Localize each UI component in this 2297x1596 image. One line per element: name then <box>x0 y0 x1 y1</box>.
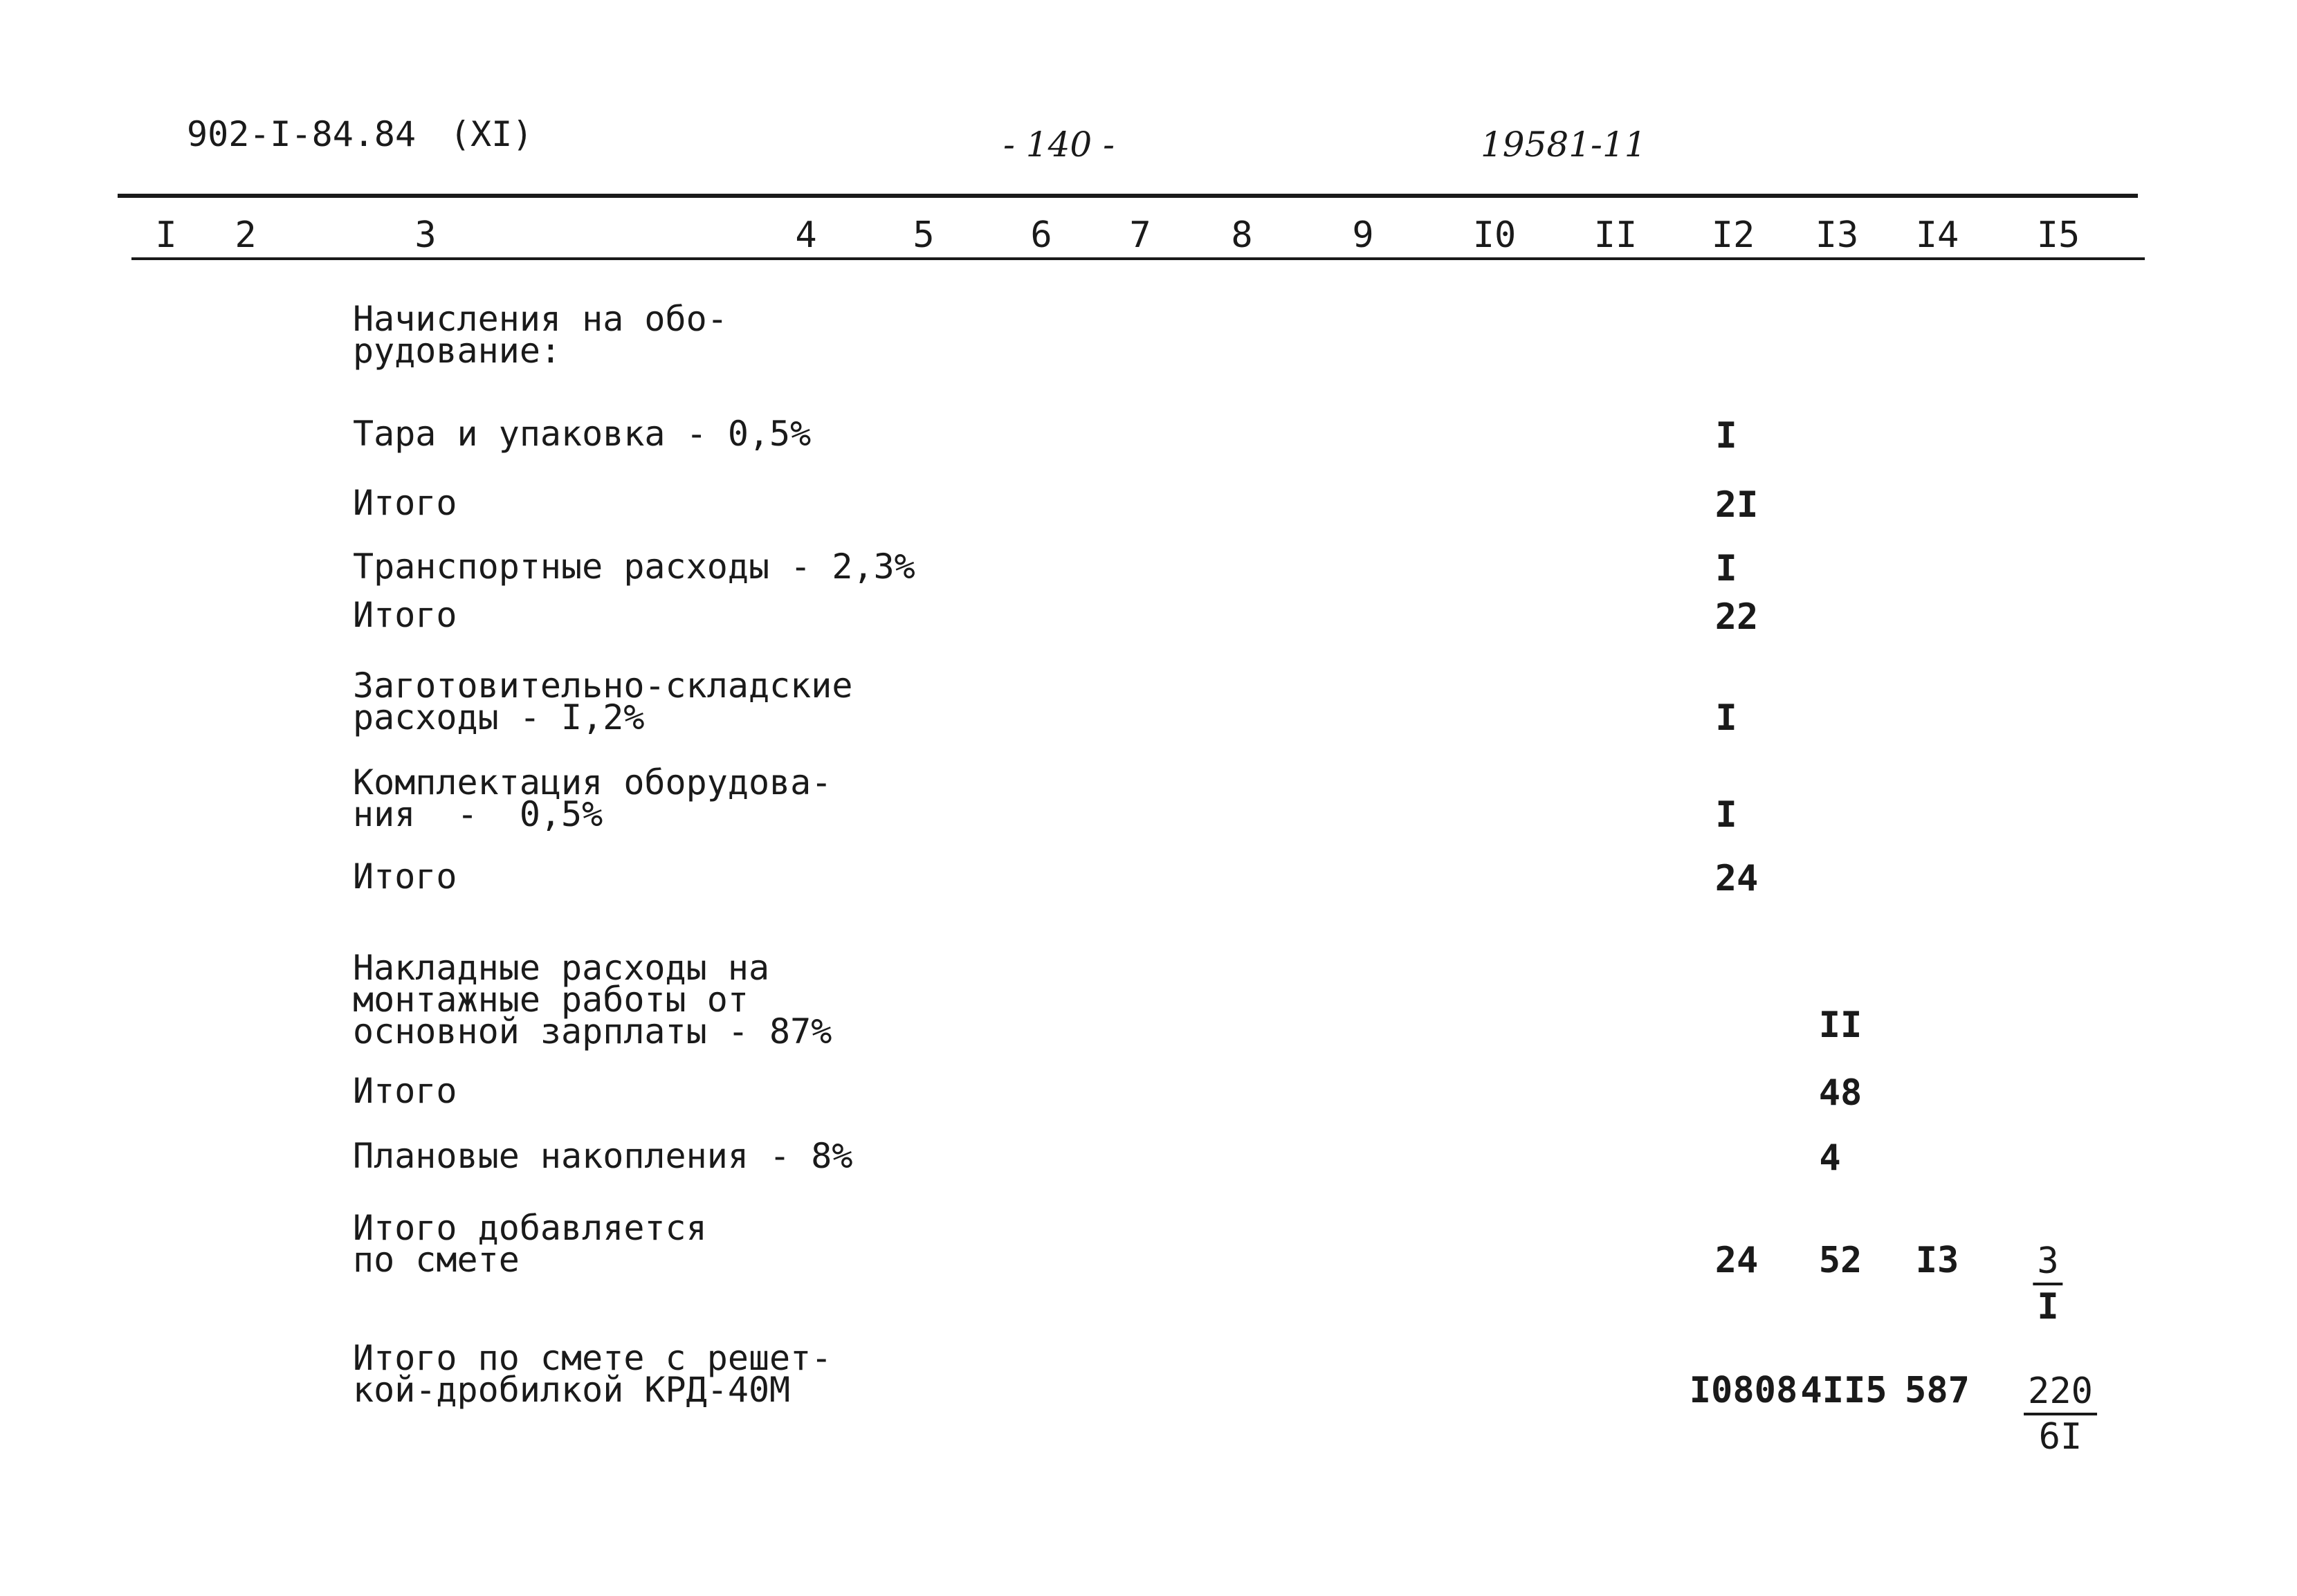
row-description: Итого <box>353 856 457 897</box>
row-description: Итого <box>353 1071 457 1111</box>
page-number: - 140 - <box>1003 125 1115 165</box>
col12-value: 24 <box>1714 1240 1759 1281</box>
row-description: Заготовительно-складские расходы - I,2% <box>353 666 853 737</box>
col13-value: 4II5 <box>1800 1370 1887 1411</box>
document-code: 902-I-84.84 <box>187 114 417 154</box>
column-number: I4 <box>1915 214 1959 256</box>
col12-value: I0808 <box>1689 1370 1798 1411</box>
row-description: Комплектация оборудова- ния - 0,5% <box>353 762 832 834</box>
col15-fraction <box>2033 1240 2062 1328</box>
column-number: I2 <box>1711 214 1755 256</box>
row-description: Начисления на обо- рудование: <box>353 299 728 371</box>
col12-value: I <box>1715 794 1737 836</box>
col13-value: 48 <box>1818 1072 1863 1114</box>
column-number: 5 <box>913 214 935 256</box>
column-number: 7 <box>1129 214 1151 256</box>
col15-numerator: 3 <box>2033 1240 2062 1285</box>
col13-value: 4 <box>1819 1137 1841 1179</box>
column-number: 6 <box>1030 214 1052 256</box>
col12-value: 22 <box>1714 596 1759 638</box>
col12-value: 2I <box>1714 484 1759 526</box>
row-description: Итого <box>353 595 457 635</box>
column-number: I5 <box>2036 214 2080 256</box>
col12-value: I <box>1715 697 1737 739</box>
col14-value: 587 <box>1905 1370 1970 1411</box>
column-number: I3 <box>1815 214 1859 256</box>
row-description: Накладные расходы на монтажные работы от основной зарплаты - 87% <box>353 948 832 1052</box>
row-description: Итого добавляется по смете <box>353 1208 707 1280</box>
row-description: Плановые накопления - 8% <box>353 1136 853 1176</box>
row-description: Итого <box>353 483 457 523</box>
col12-value: I <box>1715 548 1737 589</box>
col12-value: I <box>1715 415 1737 457</box>
col13-value: 52 <box>1818 1240 1863 1281</box>
col12-value: 24 <box>1714 858 1759 899</box>
row-description: Тара и упаковка - 0,5% <box>353 414 812 454</box>
column-number: 2 <box>235 214 257 256</box>
col15-numerator: 220 <box>2024 1370 2097 1415</box>
col13-value: II <box>1818 1005 1863 1046</box>
top-rule <box>118 194 2138 198</box>
archive-number: 19581-11 <box>1481 125 1647 165</box>
col15-fraction <box>2024 1370 2097 1458</box>
column-number: 4 <box>795 214 817 256</box>
column-number: I0 <box>1472 214 1517 256</box>
column-number: II <box>1593 214 1638 256</box>
column-number: 9 <box>1352 214 1374 256</box>
header-bottom-rule <box>131 257 2145 260</box>
row-description: Итого по смете с решет- кой-дробилкой КРД-40М <box>353 1338 832 1410</box>
col14-value: I3 <box>1915 1240 1959 1281</box>
col15-denominator: I <box>2037 1286 2059 1328</box>
row-description: Транспортные расходы - 2,3% <box>353 547 915 587</box>
column-number: 3 <box>414 214 437 256</box>
col15-denominator: 6I <box>2038 1416 2083 1458</box>
column-number: I <box>155 214 177 256</box>
section-number: (XI) <box>450 114 533 154</box>
column-number: 8 <box>1231 214 1253 256</box>
